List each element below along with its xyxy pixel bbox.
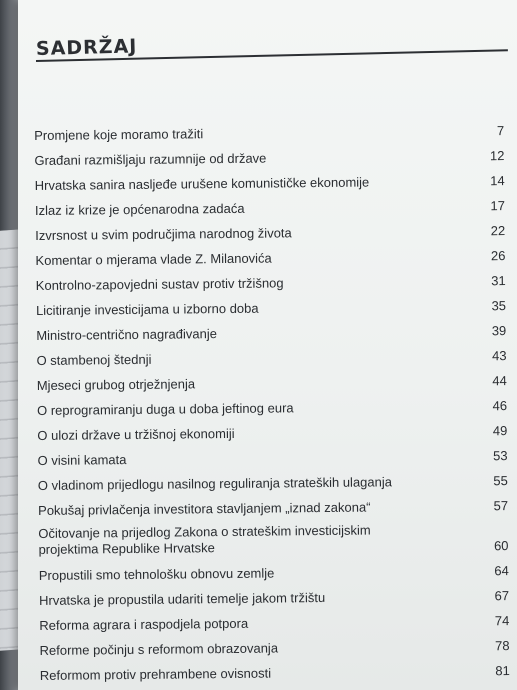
toc-entry-page: 74	[494, 613, 510, 629]
toc-entry-title: O stambenoj štednji	[36, 351, 152, 368]
toc-entry-title: O visini kamata	[37, 452, 127, 468]
toc-entry-page: 78	[495, 638, 510, 654]
toc-entry-title: Licitiranje investicijama u izborno doba	[35, 300, 259, 318]
toc-entry-page: 12	[489, 148, 505, 164]
toc-entry-title: O ulozi države u tržišnoj ekonomiji	[37, 425, 235, 443]
toc-entry-title: Propustili smo tehnološku obnovu zemlje	[38, 565, 275, 583]
page-header	[35, 35, 506, 60]
toc-entry-page: 53	[493, 448, 508, 464]
toc-entry-page: 39	[491, 323, 507, 339]
toc-entry-page: 43	[491, 348, 507, 364]
toc-entry-title: Izvrsnost u svim područjima narodnog života	[35, 225, 292, 243]
toc-entry-title: Komentar o mjerama vlade Z. Milanovića	[35, 250, 272, 268]
toc-entry-title: Kontrolno-zapovjedni sustav protiv tržišnog	[35, 275, 284, 293]
toc-entry-page: 46	[492, 398, 508, 414]
toc-entry-title: Mjeseci grubog otrježnjenja	[36, 376, 196, 393]
page-title: SADRŽAJ	[35, 35, 138, 60]
toc-entry-page: 81	[495, 663, 510, 679]
toc-entry-title: Hrvatska sanira nasljeđe urušene komunističke ekonomije	[34, 174, 370, 193]
toc-entry-page: 31	[491, 273, 506, 289]
toc-entry-page: 17	[490, 198, 506, 214]
toc-entry-page: 57	[493, 498, 509, 514]
toc-entry-title: O reprogramiranju duga u doba jeftinog eura	[36, 400, 294, 418]
toc-entry-page: 14	[490, 173, 505, 189]
toc-entry-page: 55	[493, 473, 508, 489]
toc-entry-page: 67	[494, 588, 510, 604]
toc-entry-page: 60	[493, 538, 509, 554]
toc-entry-title: Reforma agrara i raspodjela potpora	[39, 615, 249, 633]
toc-entry-page: 64	[494, 563, 509, 579]
toc-entry-title: Hrvatska je propustila udariti temelje jakom tržištu	[38, 589, 326, 608]
toc-entry-title: Očitovanje na prijedlog Zakona o strateškim investicijskim projektima Republike Hrvatske	[38, 522, 371, 557]
toc-entry-title: Ministro-centrično nagrađivanje	[36, 326, 218, 343]
toc-entry-page: 26	[490, 248, 506, 264]
toc-entry-page: 35	[491, 298, 507, 314]
table-of-contents	[34, 113, 510, 683]
toc-entry-page: 22	[490, 223, 506, 239]
toc-entry-title: Građani razmišljaju razumnije od države	[34, 150, 267, 168]
book-page	[18, 0, 517, 690]
toc-entry-page: 44	[492, 373, 507, 389]
toc-entry-title: Reforme počinju s reformom obrazovanja	[39, 640, 279, 658]
toc-entry	[40, 653, 510, 683]
toc-entry-title: Promjene koje moramo tražiti	[34, 126, 204, 143]
toc-entry-page: 49	[492, 423, 508, 439]
toc-entry-title: Reformom protiv prehrambene ovisnosti	[39, 665, 272, 683]
toc-entry-title: O vladinom prijedlogu nasilnog reguliranja strateških ulaganja	[37, 474, 393, 493]
toc-entry-page: 7	[496, 123, 505, 139]
toc-entry-title: Izlaz iz krize je općenarodna zadaća	[34, 200, 245, 218]
toc-entry	[38, 513, 508, 558]
toc-entry-title: Pokušaj privlačenja investitora stavljanjem „iznad zakona“	[38, 499, 371, 518]
